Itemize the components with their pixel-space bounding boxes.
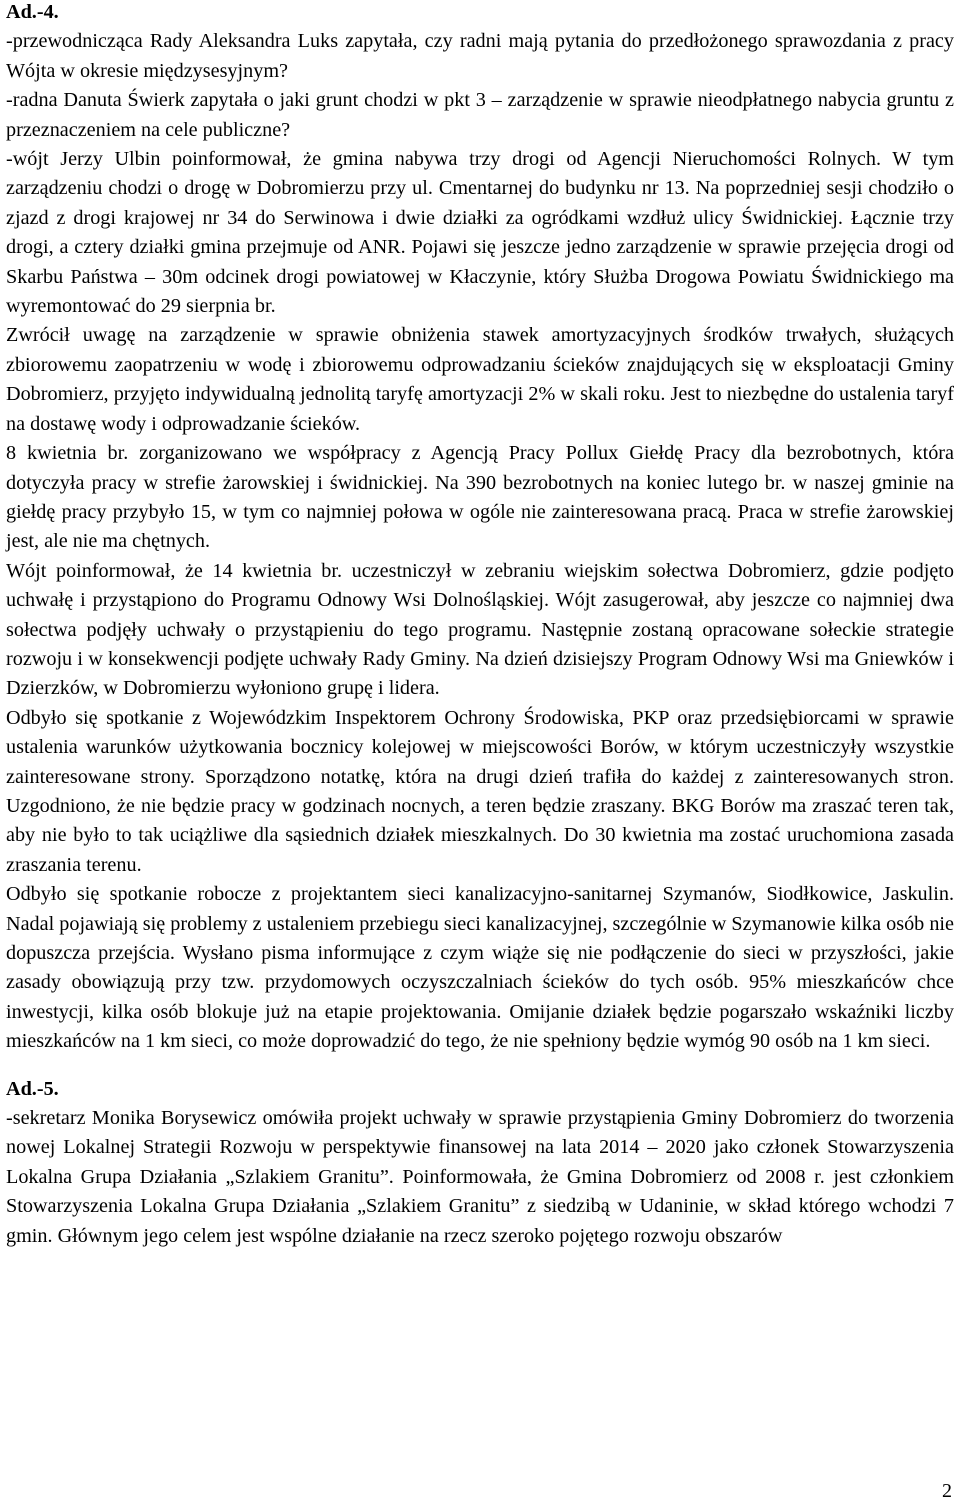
page-number: 2 xyxy=(942,1480,952,1502)
paragraph: -radna Danuta Świerk zapytała o jaki grunt chodzi w pkt 3 – zarządzenie w sprawie nieodpłatnego nabycia gruntu z przeznaczeniem na cele publiczne? xyxy=(6,89,954,141)
paragraph: Odbyło się spotkanie robocze z projektantem sieci kanalizacyjno-sanitarnej Szymanów, Siodłkowice, Jaskulin. Nadal pojawiają się problemy z ustaleniem przebiegu sieci kanalizacyjnej, szczególnie w Szymanowie kilka osób nie dopuszcza przejścia. Wysłano pisma informujące z czym wiąże się nie podłączenie do sieci w przyszłości, jakie zasady obowiązują przy tzw. przydomowych oczyszczalniach ścieków do tych osób. 95% mieszkańców chce inwestycji, kilka osób blokuje już na etapie projektowania. Omijanie działek będzie pogarszało wskaźniki liczby mieszkańców na 1 km sieci, co może doprowadzić do tego, że nie spełniony będzie wymóg 90 osób na 1 km sieci. xyxy=(6,883,954,1053)
paragraph: 8 kwietnia br. zorganizowano we współpracy z Agencją Pracy Pollux Giełdę Pracy dla bezrobotnych, która dotyczyła pracy w strefie żarowskiej i świdnickiej. Na 390 bezrobotnych na koniec lutego br. w naszej gminie na giełdę pracy przybyło 15, w tym co najmniej połowa w ogóle nie zainteresowana pracą. Praca w strefie żarowskiej jest, ale nie ma chętnych. xyxy=(6,442,954,553)
paragraph: -sekretarz Monika Borysewicz omówiła projekt uchwały w sprawie przystąpienia Gminy Dobromierz do tworzenia nowej Lokalnej Strategii Rozwoju w perspektywie finansowej na lata 2014 – 2020 jako członek Stowarzyszenia Lokalna Grupa Działania „Szlakiem Granitu”. Poinformowała, że Gmina Dobromierz od 2008 r. jest członkiem Stowarzyszenia Lokalna Grupa Działania „Szlakiem Granitu” z siedzibą w Udaninie, w skład którego wchodzi 7 gmin. Głównym jego celem jest wspólne działanie na rzecz szeroko pojętego rozwoju obszarów xyxy=(6,1107,954,1247)
paragraph: -przewodnicząca Rady Aleksandra Luks zapytała, czy radni mają pytania do przedłożonego sprawozdania z pracy Wójta w okresie międzysesyjnym? xyxy=(6,30,954,82)
paragraph: Zwrócił uwagę na zarządzenie w sprawie obniżenia stawek amortyzacyjnych środków trwałych, służących zbiorowemu zaopatrzeniu w wodę i zbiorowemu odprowadzaniu ścieków znajdujących się w eksploatacji Gminy Dobromierz, przyjęto indywidualną jednolitą taryfę amortyzacji 2% w skali roku. Jest to niezbędne do ustalenia taryf na dostawę wody i odprowadzanie ścieków. xyxy=(6,324,954,435)
document-page xyxy=(6,0,954,1251)
section-ad-4 xyxy=(6,0,954,1057)
section-heading: Ad.-5. xyxy=(6,1077,59,1100)
section-heading: Ad.-4. xyxy=(6,1,59,23)
paragraph: Wójt poinformował, że 14 kwietnia br. uczestniczył w zebraniu wiejskim sołectwa Dobromierz, gdzie podjęto uchwałę i przystąpiono do Programu Odnowy Wsi Dolnośląskiej. Wójt zasugerował, aby jeszcze co najmniej dwa sołectwa podjęły uchwały o przystąpieniu do tego programu. Następnie zostaną opracowane sołeckie strategie rozwoju i w konsekwencji podjęte uchwały Rady Gminy. Na dzień dzisiejszy Program Odnowy Wsi ma Gniewków i Dzierzków, w Dobromierzu wyłoniono grupę i lidera. xyxy=(6,559,954,700)
paragraph: Odbyło się spotkanie z Wojewódzkim Inspektorem Ochrony Środowiska, PKP oraz przedsiębiorcami w sprawie ustalenia warunków użytkowania bocznicy kolejowej w miejscowości Borów, w którym uczestniczyły wszystkie zainteresowane strony. Sporządzono notatkę, która na drugi dzień trafiła do każdej z zainteresowanych stron. Uzgodniono, że nie będzie pracy w godzinach nocnych, a teren będzie zraszany. BKG Borów ma zraszać teren tak, aby nie było to tak uciążliwe dla sąsiednich działek mieszkalnych. Do 30 kwietnia ma zostać uruchomiona zasada zraszania terenu. xyxy=(6,706,954,876)
section-spacer xyxy=(6,1057,954,1075)
paragraph: -wójt Jerzy Ulbin poinformował, że gmina nabywa trzy drogi od Agencji Nieruchomości Rolnych. W tym zarządzeniu chodzi o drogę w Dobromierzu przy ul. Cmentarnej do budynku nr 13. Na poprzedniej sesji chodziło o zjazd z drogi krajowej nr 34 do Serwinowa i dwie działki za ogródkami wzdłuż ulicy Świdnickiej. Łącznie trzy drogi, a cztery działki gmina przejmuje od ANR. Pojawi się jeszcze jedno zarządzenie w sprawie przejęcia drogi od Skarbu Państwa – 30m odcinek drogi powiatowej w Kłaczynie, który Służba Drogowa Powiatu Świdnickiego ma wyremontować do 29 sierpnia br. xyxy=(6,148,954,318)
section-ad-5 xyxy=(6,1075,954,1251)
